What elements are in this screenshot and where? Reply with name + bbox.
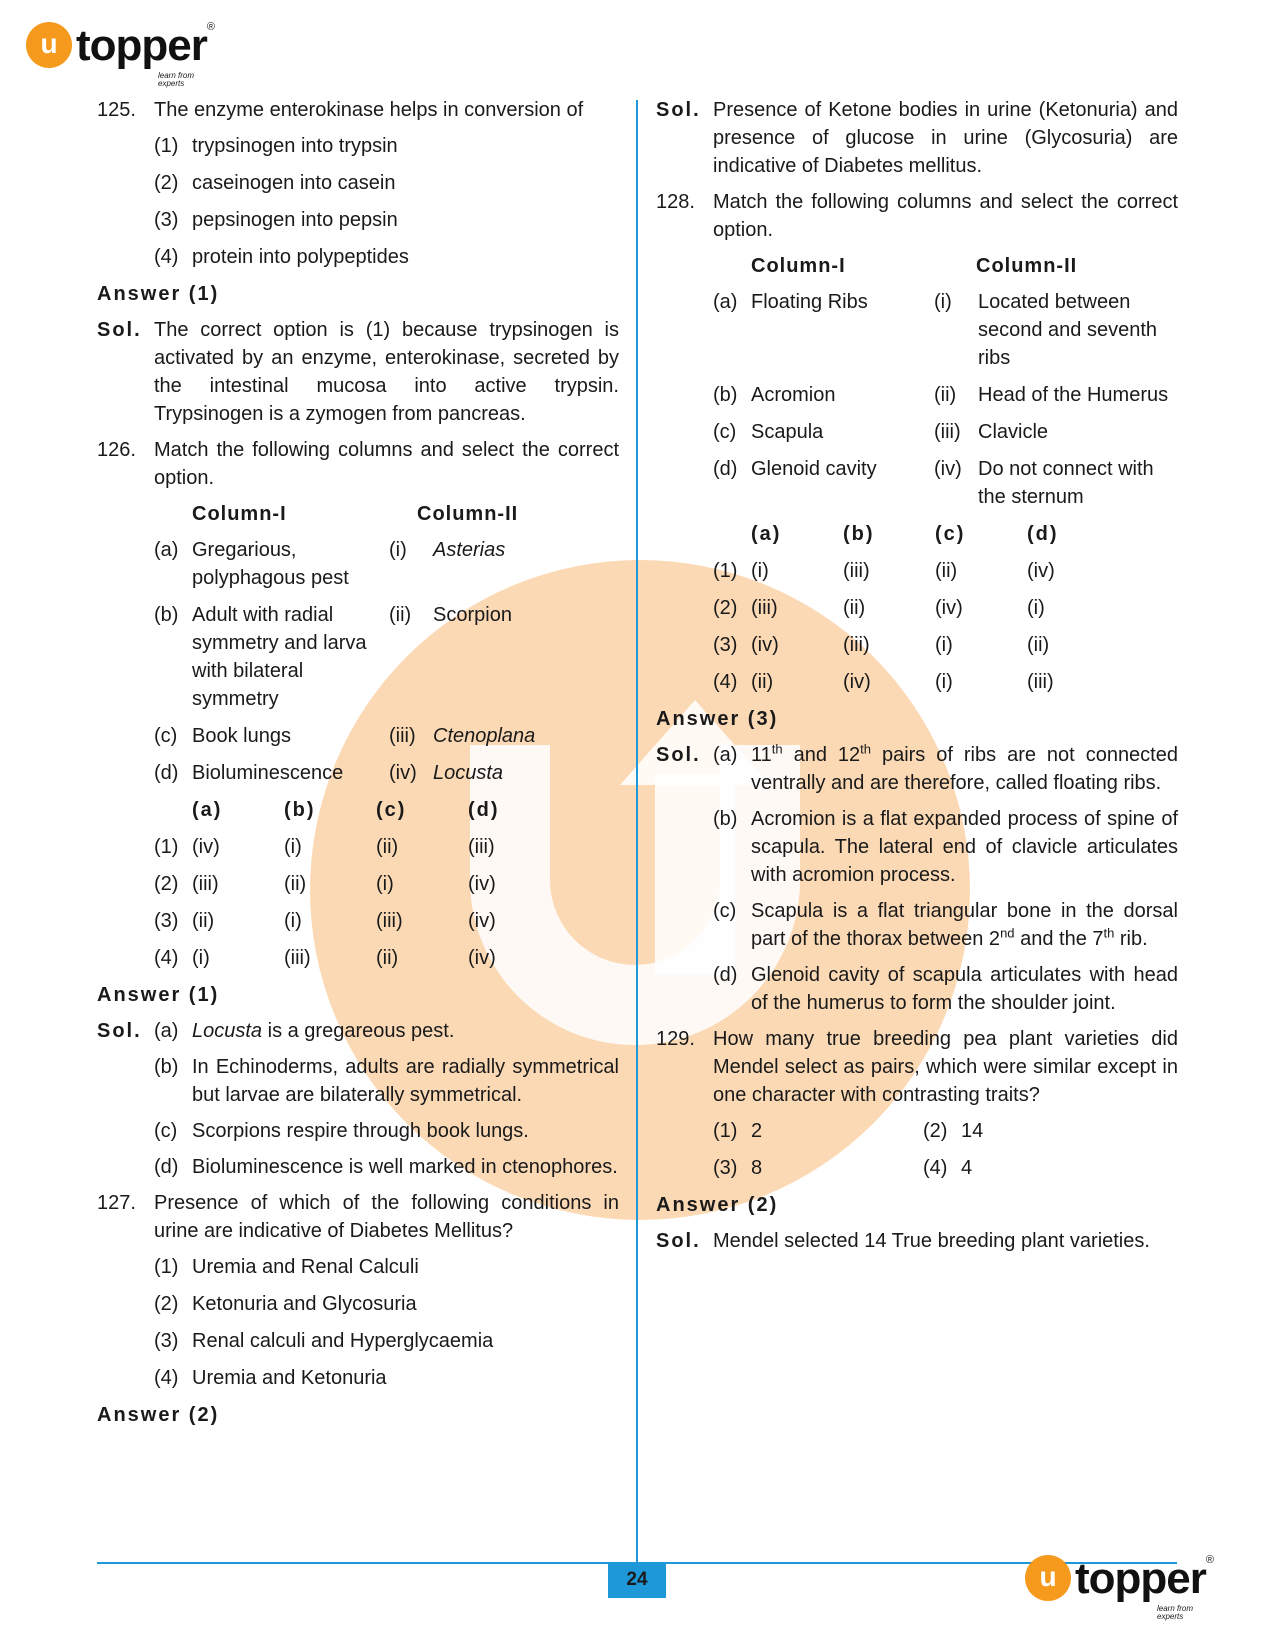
option-number: (4) — [154, 246, 179, 268]
grid-cell: (i) — [284, 836, 302, 858]
option — [154, 1364, 619, 1392]
row-label: (a) — [154, 539, 179, 561]
row-roman: (iii) — [934, 421, 961, 443]
option-number: (3) — [154, 1330, 179, 1352]
question-number: 128. — [656, 191, 695, 213]
grid-row — [154, 944, 619, 972]
option-text: 2 — [751, 1120, 763, 1142]
row-col2: Head of the Humerus — [978, 384, 1169, 406]
solution-label: Sol. — [97, 1020, 142, 1042]
row-roman: (iv) — [934, 458, 962, 480]
logo-registered: ® — [1205, 1554, 1214, 1566]
option — [154, 169, 619, 197]
row-col1: Scapula — [751, 421, 824, 443]
grid-row — [154, 870, 619, 898]
row-roman: (iv) — [389, 762, 417, 784]
grid-row — [713, 668, 1178, 696]
row-label: (b) — [713, 384, 738, 406]
option-row — [713, 1154, 1178, 1182]
answer: Answer (3) — [656, 708, 779, 730]
match-row — [154, 536, 619, 592]
solution-text: Scapula is a flat triangular bone in the dorsal part of the thorax between 2nd and the 7th rib. — [751, 900, 1178, 950]
question-text: Match the following columns and select the correct option. — [154, 439, 619, 489]
solution-part — [154, 1153, 619, 1181]
grid-head-cell: (c) — [935, 523, 966, 545]
option-text: Renal calculi and Hyperglycaemia — [192, 1330, 494, 1352]
row-col1: Acromion — [751, 384, 836, 406]
question-number: 126. — [97, 439, 136, 461]
grid-cell: (iv) — [935, 597, 963, 619]
grid-header — [713, 520, 1178, 548]
grid-header — [154, 796, 619, 824]
answer: Answer (1) — [97, 984, 220, 1006]
option-text: 8 — [751, 1157, 763, 1179]
grid-cell: (ii) — [751, 671, 774, 693]
match-header — [751, 252, 1178, 280]
grid-cell: (iii) — [843, 560, 870, 582]
grid-head-cell: (a) — [751, 523, 782, 545]
match-row — [713, 418, 1178, 446]
solution-part — [713, 961, 1178, 1017]
grid-cell: (iv) — [192, 836, 220, 858]
grid-cell: (iii) — [284, 947, 311, 969]
answer: Answer (2) — [656, 1194, 779, 1216]
option-number: (4) — [154, 1367, 179, 1389]
row-roman: (ii) — [934, 384, 957, 406]
solution — [97, 316, 619, 428]
option — [154, 206, 619, 234]
solution-part-label: (a) — [713, 744, 738, 766]
match-row — [154, 722, 619, 750]
logo-word: topper — [76, 21, 207, 70]
match-row — [713, 455, 1178, 511]
grid-cell: (ii) — [935, 560, 958, 582]
solution-part-label: (a) — [154, 1020, 179, 1042]
option-text: caseinogen into casein — [192, 172, 396, 194]
row-label: (a) — [713, 291, 738, 313]
row-roman: (ii) — [389, 604, 412, 626]
grid-option: (2) — [713, 597, 738, 619]
option-text: Uremia and Renal Calculi — [192, 1256, 419, 1278]
option-number: (2) — [923, 1120, 948, 1142]
logo-tagline: learn from experts — [1157, 1604, 1194, 1621]
grid-cell: (i) — [1027, 597, 1045, 619]
option-text: Ketonuria and Glycosuria — [192, 1293, 417, 1315]
grid-option: (4) — [713, 671, 738, 693]
left-column — [97, 96, 619, 1437]
grid-cell: (ii) — [843, 597, 866, 619]
solution-label: Sol. — [97, 319, 142, 341]
row-col1: Floating Ribs — [751, 291, 868, 313]
grid-row — [713, 594, 1178, 622]
solution-text: Acromion is a flat expanded process of spine of scapula. The lateral end of clavicle articulates with acromion process. — [751, 808, 1178, 886]
row-label: (c) — [713, 421, 737, 443]
option-number: (4) — [923, 1157, 948, 1179]
option-text: 14 — [961, 1120, 984, 1142]
grid-cell: (i) — [935, 671, 953, 693]
solution-part-label: (c) — [154, 1120, 178, 1142]
option-number: (2) — [154, 172, 179, 194]
option — [154, 1327, 619, 1355]
column-i-heading: Column-I — [751, 255, 846, 277]
logo-word: topper — [1075, 1554, 1206, 1603]
logo-tagline: learn from experts — [158, 71, 195, 88]
option-number: (1) — [713, 1120, 738, 1142]
grid-cell: (iv) — [468, 873, 496, 895]
option-row — [713, 1117, 1178, 1145]
grid-option: (1) — [713, 560, 738, 582]
row-col2: Clavicle — [978, 421, 1049, 443]
solution-part-label: (b) — [713, 808, 738, 830]
grid-cell: (ii) — [1027, 634, 1050, 656]
solution-italic: Locusta — [192, 1020, 263, 1042]
logo-bottom — [1025, 1554, 1214, 1621]
question-126 — [97, 436, 619, 492]
grid-cell: (ii) — [376, 947, 399, 969]
solution-text: Mendel selected 14 True breeding plant varieties. — [713, 1230, 1150, 1252]
option-text: 4 — [961, 1157, 973, 1179]
question-text: Match the following columns and select the correct option. — [713, 191, 1178, 241]
logo-registered: ® — [206, 21, 215, 33]
option-text: protein into polypeptides — [192, 246, 409, 268]
row-label: (d) — [713, 458, 738, 480]
match-row — [154, 759, 619, 787]
grid-cell: (i) — [935, 634, 953, 656]
grid-cell: (i) — [192, 947, 210, 969]
option-text: trypsinogen into trypsin — [192, 135, 398, 157]
option-number: (1) — [154, 1256, 179, 1278]
option-number: (3) — [713, 1157, 738, 1179]
question-number: 125. — [97, 99, 136, 121]
row-col2: Ctenoplana — [433, 725, 536, 747]
solution — [97, 1017, 619, 1045]
answer-grid — [154, 796, 619, 972]
grid-cell: (iii) — [468, 836, 495, 858]
grid-cell: (iv) — [843, 671, 871, 693]
solution-text: The correct option is (1) because trypsinogen is activated by an enzyme, enterokinase, secreted by the intestinal mucosa into active trypsin. Trypsinogen is a zymogen from pancreas. — [154, 319, 619, 425]
grid-head-cell: (c) — [376, 799, 407, 821]
grid-cell: (i) — [751, 560, 769, 582]
row-col2: Located between second and seventh ribs — [978, 291, 1158, 369]
grid-cell: (iii) — [1027, 671, 1054, 693]
row-label: (d) — [154, 762, 179, 784]
solution-label: Sol. — [656, 1230, 701, 1252]
grid-cell: (ii) — [376, 836, 399, 858]
option-number: (1) — [154, 135, 179, 157]
question-128 — [656, 188, 1178, 244]
question-number: 129. — [656, 1028, 695, 1050]
logo-mark-icon: u — [26, 22, 72, 68]
grid-cell: (ii) — [284, 873, 307, 895]
solution-part-label: (d) — [713, 964, 738, 986]
match-header — [192, 500, 619, 528]
grid-option: (3) — [713, 634, 738, 656]
row-col2: Asterias — [433, 539, 506, 561]
question-129 — [656, 1025, 1178, 1109]
question-number: 127. — [97, 1192, 136, 1214]
option-number: (3) — [154, 209, 179, 231]
row-label: (b) — [154, 604, 179, 626]
row-col1: Bioluminescence — [192, 762, 344, 784]
grid-head-cell: (b) — [843, 523, 875, 545]
row-col1: Gregarious, polyphagous pest — [192, 539, 349, 589]
grid-cell: (iv) — [468, 910, 496, 932]
match-row — [713, 288, 1178, 372]
solution-text: Presence of Ketone bodies in urine (Ketonuria) and presence of glucose in urine (Glycosuria) are indicative of Diabetes mellitus. — [713, 99, 1178, 177]
grid-cell: (iv) — [751, 634, 779, 656]
answer: Answer (2) — [97, 1404, 220, 1426]
option-number: (2) — [154, 1293, 179, 1315]
option-text: pepsinogen into pepsin — [192, 209, 398, 231]
solution-text: is a gregareous pest. — [262, 1020, 455, 1042]
row-col1: Book lungs — [192, 725, 291, 747]
option — [154, 243, 619, 271]
grid-row — [154, 833, 619, 861]
grid-row — [713, 557, 1178, 585]
row-roman: (iii) — [389, 725, 416, 747]
question-text: The enzyme enterokinase helps in conversion of — [154, 99, 584, 121]
question-127 — [97, 1189, 619, 1245]
row-col2: Locusta — [433, 762, 504, 784]
row-col1: Glenoid cavity — [751, 458, 877, 480]
question-text: Presence of which of the following conditions in urine are indicative of Diabetes Mellitus? — [154, 1192, 619, 1242]
logo-mark-icon: u — [1025, 1555, 1071, 1601]
question-125 — [97, 96, 619, 124]
grid-cell: (iii) — [751, 597, 778, 619]
grid-head-cell: (d) — [468, 799, 500, 821]
grid-head-cell: (b) — [284, 799, 316, 821]
solution-text: Scorpions respire through book lungs. — [192, 1120, 529, 1142]
grid-cell: (iv) — [1027, 560, 1055, 582]
solution — [656, 1227, 1178, 1255]
grid-option: (3) — [154, 910, 179, 932]
grid-cell: (i) — [284, 910, 302, 932]
solution-part — [154, 1053, 619, 1109]
grid-head-cell: (d) — [1027, 523, 1059, 545]
row-label: (c) — [154, 725, 178, 747]
solution-text: In Echinoderms, adults are radially symmetrical but larvae are bilaterally symmetrical. — [192, 1056, 619, 1106]
answer: Answer (1) — [97, 283, 220, 305]
logo-top — [26, 21, 215, 88]
grid-cell: (iii) — [376, 910, 403, 932]
option — [154, 1253, 619, 1281]
option — [154, 132, 619, 160]
solution-text: Bioluminescence is well marked in ctenophores. — [192, 1156, 618, 1178]
page-number: 24 — [608, 1562, 666, 1598]
solution-label: Sol. — [656, 99, 701, 121]
column-divider — [636, 100, 638, 1562]
answer-grid — [713, 520, 1178, 696]
solution-part-label: (c) — [713, 900, 737, 922]
column-ii-heading: Column-II — [417, 503, 519, 525]
row-col2: Do not connect with the sternum — [978, 458, 1154, 508]
row-roman: (i) — [934, 291, 952, 313]
question-text: How many true breeding pea plant varieties did Mendel select as pairs, which were similar except in one character with contrasting traits? — [713, 1028, 1178, 1106]
grid-option: (1) — [154, 836, 179, 858]
grid-cell: (iv) — [468, 947, 496, 969]
solution-text: Glenoid cavity of scapula articulates with head of the humerus to form the shoulder joint. — [751, 964, 1178, 1014]
grid-option: (2) — [154, 873, 179, 895]
match-row — [154, 601, 619, 713]
grid-cell: (ii) — [192, 910, 215, 932]
solution-part — [713, 805, 1178, 889]
match-row — [713, 381, 1178, 409]
column-ii-heading: Column-II — [976, 255, 1078, 277]
row-roman: (i) — [389, 539, 407, 561]
right-column — [656, 96, 1178, 1263]
row-col2: Scorpion — [433, 604, 512, 626]
solution-part-label: (d) — [154, 1156, 179, 1178]
solution — [656, 96, 1178, 180]
row-col1: Adult with radial symmetry and larva with bilateral symmetry — [192, 604, 367, 710]
solution-part — [154, 1117, 619, 1145]
option-text: Uremia and Ketonuria — [192, 1367, 387, 1389]
option — [154, 1290, 619, 1318]
column-i-heading: Column-I — [192, 503, 287, 525]
grid-option: (4) — [154, 947, 179, 969]
grid-head-cell: (a) — [192, 799, 223, 821]
grid-row — [154, 907, 619, 935]
solution-part-label: (b) — [154, 1056, 179, 1078]
solution-text: 11th and 12th pairs of ribs are not connected ventrally and are therefore, called floating ribs. — [751, 741, 1178, 794]
grid-cell: (iii) — [192, 873, 219, 895]
solution — [656, 741, 1178, 797]
solution-label: Sol. — [656, 744, 701, 766]
solution-part — [713, 897, 1178, 953]
grid-cell: (iii) — [843, 634, 870, 656]
grid-cell: (i) — [376, 873, 394, 895]
grid-row — [713, 631, 1178, 659]
